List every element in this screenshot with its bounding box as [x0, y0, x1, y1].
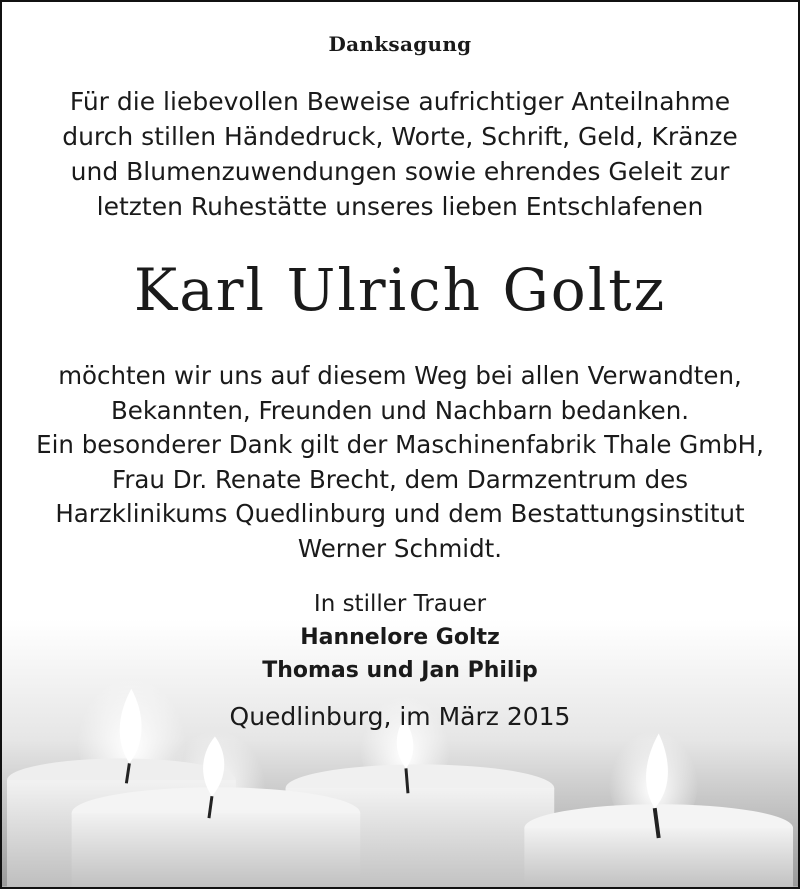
thanks-line: Werner Schmidt. [297, 533, 503, 563]
signature-block [2, 588, 798, 687]
intro-line: letzten Ruhestätte unseres lieben Entschlafenen [96, 192, 704, 221]
intro-line: durch stillen Händedruck, Worte, Schrift, Geld, Kränze [62, 122, 738, 151]
intro-paragraph [2, 84, 798, 224]
intro-line: Für die liebevollen Beweise aufrichtiger Anteilnahme [69, 87, 731, 116]
thanks-paragraph [2, 359, 798, 566]
mourner-name: Thomas und Jan Philip [262, 658, 538, 683]
thanks-line: Frau Dr. Renate Brecht, dem Darmzentrum des [112, 464, 688, 494]
deceased-name: Karl Ulrich Goltz [133, 256, 667, 324]
mourning-line: In stiller Trauer [313, 591, 487, 617]
place-date: Quedlinburg, im März 2015 [229, 702, 571, 731]
notice-heading: Danksagung [328, 32, 472, 56]
intro-line: und Blumenzuwendungen sowie ehrendes Geleit zur [70, 157, 730, 186]
thanks-line: Bekannten, Freunden und Nachbarn bedanken. [110, 395, 690, 425]
mourner-name: Hannelore Goltz [300, 625, 500, 650]
thanks-line: möchten wir uns auf diesem Weg bei allen Verwandten, [58, 361, 742, 390]
thanks-line: Harzklinikums Quedlinburg und dem Bestattungsinstitut [55, 499, 745, 528]
thanks-line: Ein besonderer Dank gilt der Maschinenfabrik Thale GmbH, [36, 430, 764, 459]
